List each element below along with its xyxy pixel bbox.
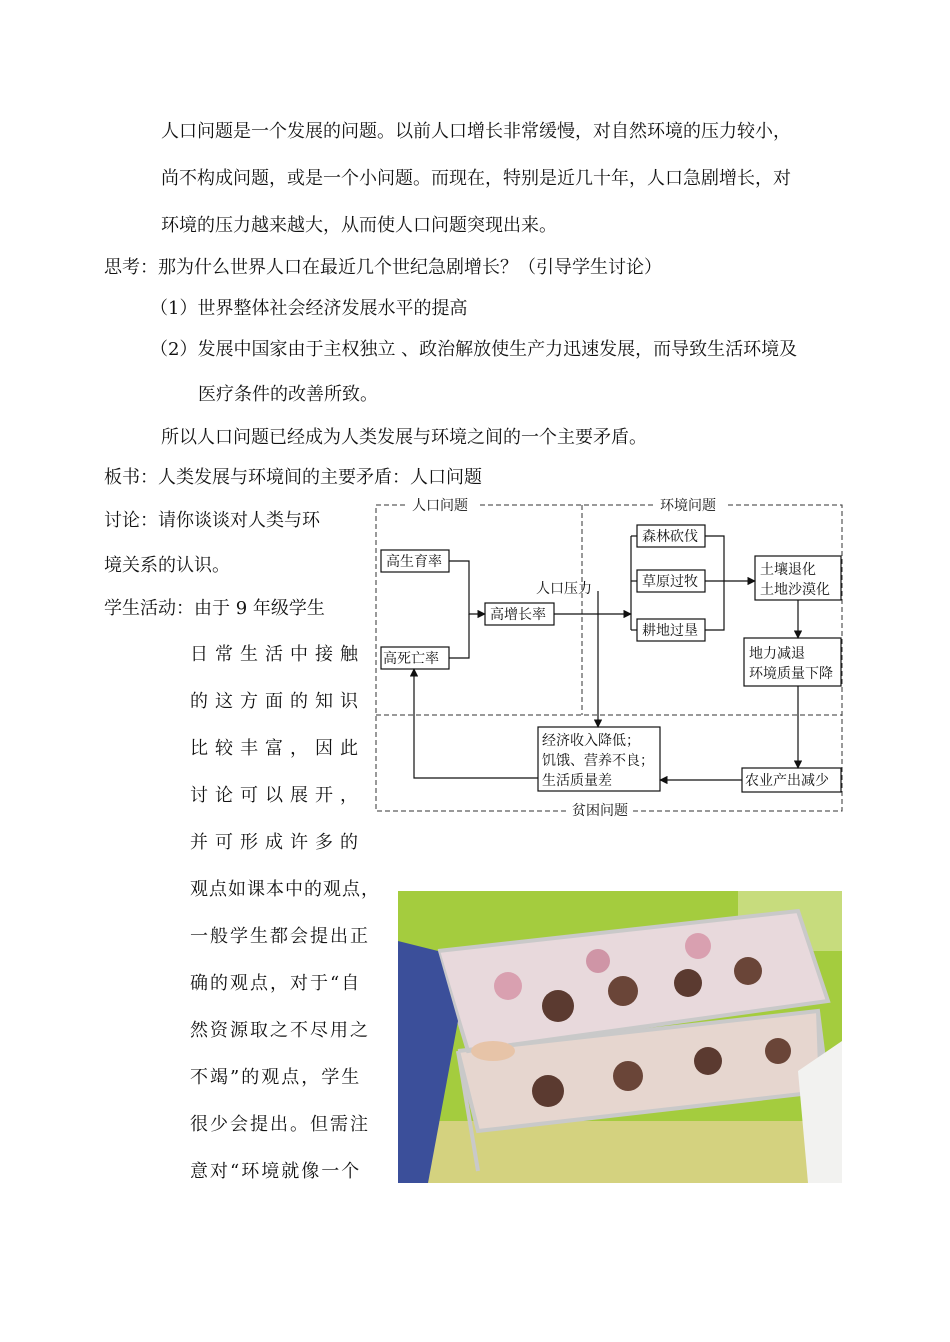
- student-activity: 学生活动：由于 9 年级学生: [104, 598, 325, 619]
- reason-item: （1）世界整体社会经济发展水平的提高: [150, 298, 468, 319]
- box-fertility-decline: 地力减退: [749, 646, 805, 662]
- paragraph-line: 环境的压力越来越大，从而使人口问题突现出来。: [161, 215, 557, 236]
- reason-item-continued: 医疗条件的改善所致。: [198, 384, 378, 405]
- box-economic-decline: 经济收入降低；: [542, 733, 640, 749]
- column-line: 的这方面的知识: [190, 691, 365, 712]
- column-line: 意对“环境就像一个: [190, 1161, 362, 1182]
- infant-cart-photo: [398, 891, 842, 1183]
- box-agri-output: 农业产出减少: [745, 773, 829, 789]
- paragraph-line: 尚不构成问题，或是一个小问题。而现在，特别是近几十年，人口急剧增长，对: [161, 168, 791, 189]
- column-line: 然资源取之不尽用之: [190, 1020, 370, 1041]
- box-soil-degradation: 土地沙漠化: [760, 582, 830, 598]
- section-label-population: 人口问题: [412, 498, 468, 514]
- box-fertility-decline: 环境质量下降: [749, 666, 833, 682]
- box-high-birth: 高生育率: [386, 554, 442, 570]
- box-overgrazing: 草原过牧: [642, 574, 698, 590]
- column-line: 确的观点，对于“自: [190, 973, 362, 994]
- label-pressure: 人口压力: [536, 581, 592, 597]
- column-line: 日常生活中接触: [190, 644, 365, 665]
- column-line: 讨论可以展开，: [190, 785, 365, 806]
- discussion-line: 境关系的认识。: [104, 555, 230, 576]
- box-high-death: 高死亡率: [383, 651, 439, 667]
- board-note: 板书：人类发展与环境间的主要矛盾：人口问题: [104, 467, 482, 488]
- section-label-poverty: 贫困问题: [572, 803, 628, 819]
- box-soil-degradation: 土壤退化: [760, 562, 816, 578]
- column-line: 一般学生都会提出正: [190, 926, 370, 947]
- think-question: 思考：那为什么世界人口在最近几个世纪急剧增长？（引导学生讨论）: [104, 257, 662, 278]
- discussion-line: 讨论：请你谈谈对人类与环: [104, 510, 320, 531]
- section-label-environment: 环境问题: [660, 498, 716, 514]
- paragraph-line: 人口问题是一个发展的问题。以前人口增长非常缓慢，对自然环境的压力较小，: [161, 121, 791, 142]
- reason-item: （2）发展中国家由于主权独立 、政治解放使生产力迅速发展，而导致生活环境及: [150, 339, 798, 360]
- box-high-growth: 高增长率: [490, 607, 546, 623]
- column-line: 不竭”的观点，学生: [190, 1067, 362, 1088]
- box-deforestation: 森林砍伐: [642, 529, 698, 545]
- column-line: 很少会提出。但需注: [190, 1114, 370, 1135]
- box-economic-decline: 饥饿、营养不良；: [542, 753, 654, 769]
- conclusion: 所以人口问题已经成为人类发展与环境之间的一个主要矛盾。: [161, 427, 647, 448]
- column-line: 比较丰富，因此: [190, 738, 365, 759]
- column-line: 观点如课本中的观点，: [190, 879, 380, 900]
- column-line: 并可形成许多的: [190, 832, 365, 853]
- population-environment-diagram: [372, 495, 848, 820]
- photo-illustration: [398, 891, 842, 1183]
- box-overcultivation: 耕地过垦: [642, 623, 698, 639]
- box-economic-decline: 生活质量差: [542, 773, 612, 789]
